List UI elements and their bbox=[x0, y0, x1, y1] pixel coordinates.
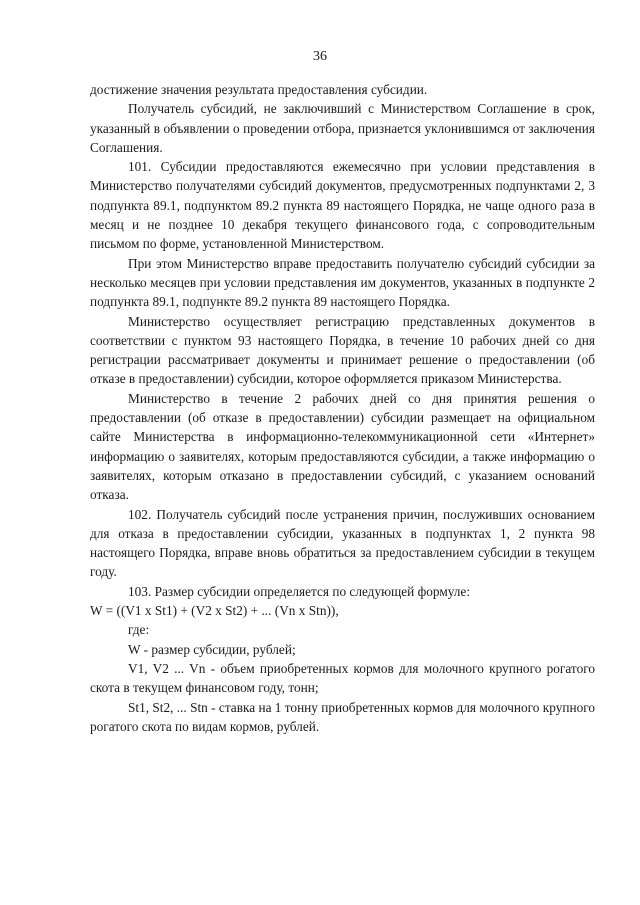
definition-st: St1, St2, ... Stn - ставка на 1 тонну приобретенных кормов для молочного крупного рогатого скота по видам кормов, рублей. bbox=[90, 699, 595, 734]
document-body bbox=[90, 80, 595, 736]
definition-v: V1, V2 ... Vn - объем приобретенных кормов для молочного крупного рогатого скота в текущем финансовом году, тонн; bbox=[90, 660, 595, 696]
page-number: 36 bbox=[313, 49, 327, 64]
paragraph-continuation: достижение значения результата предоставления субсидии. bbox=[90, 82, 428, 97]
definition-w: W - размер субсидии, рублей; bbox=[128, 641, 296, 657]
paragraph-agreement: Получатель субсидий, не заключивший с Министерством Соглашение в срок, указанный в объявлении о проведении отбора, признается уклонившимся от заключения Соглашения. bbox=[90, 101, 595, 155]
paragraph-101: 101. Субсидии предоставляются ежемесячно при условии представления в Министерство получателями субсидий документов, предусмотренных подпунктами 2, 3 подпункта 89.1, подпунктом 89.2 пункта 89 настоящего Порядка, не чаще одного раза в месяц и не позднее 10 декабря текущего финансового года, с сопроводительным письмом по форме, установленной Министерством. bbox=[90, 159, 595, 252]
paragraph-publication: Министерство в течение 2 рабочих дней со дня принятия решения о предоставлении (об отказе в предоставлении) субсидии размещает на официальном сайте Министерства в информационно-телекоммуникационной сети «Интернет» информацию о заявителях, которым предоставляются субсидии, а также информацию о заявителях, которым отказано в предоставлении субсидий, с указанием оснований отказа. bbox=[90, 390, 595, 503]
paragraph-103: 103. Размер субсидии определяется по следующей формуле: bbox=[128, 583, 471, 599]
paragraph-several-months: При этом Министерство вправе предоставить получателю субсидий субсидии за несколько месяцев при условии представления им документов, указанных в подпункте 2 подпункта 89.1, подпункте 89.2 пункта 89 настоящего Порядка. bbox=[90, 255, 595, 310]
where-label: где: bbox=[128, 622, 150, 638]
paragraph-registration: Министерство осуществляет регистрацию представленных документов в соответствии с пунктом 93 настоящего Порядка, в течение 10 рабочих дней со дня регистрации рассматривает документы и принимает решение о предоставлении (об отказе в предоставлении) субсидии, которое оформляется приказом Министерства. bbox=[90, 313, 595, 387]
paragraph-102: 102. Получатель субсидий после устранения причин, послуживших основанием для отказа в предоставлении субсидии, указанных в подпунктах 1, 2 пункта 98 настоящего Порядка, вправе вновь обратиться за предоставлением субсидии в текущем году. bbox=[90, 506, 595, 580]
subsidy-formula: W = ((V1 x St1) + (V2 x St2) + ... (Vn x Stn)), bbox=[90, 603, 339, 619]
